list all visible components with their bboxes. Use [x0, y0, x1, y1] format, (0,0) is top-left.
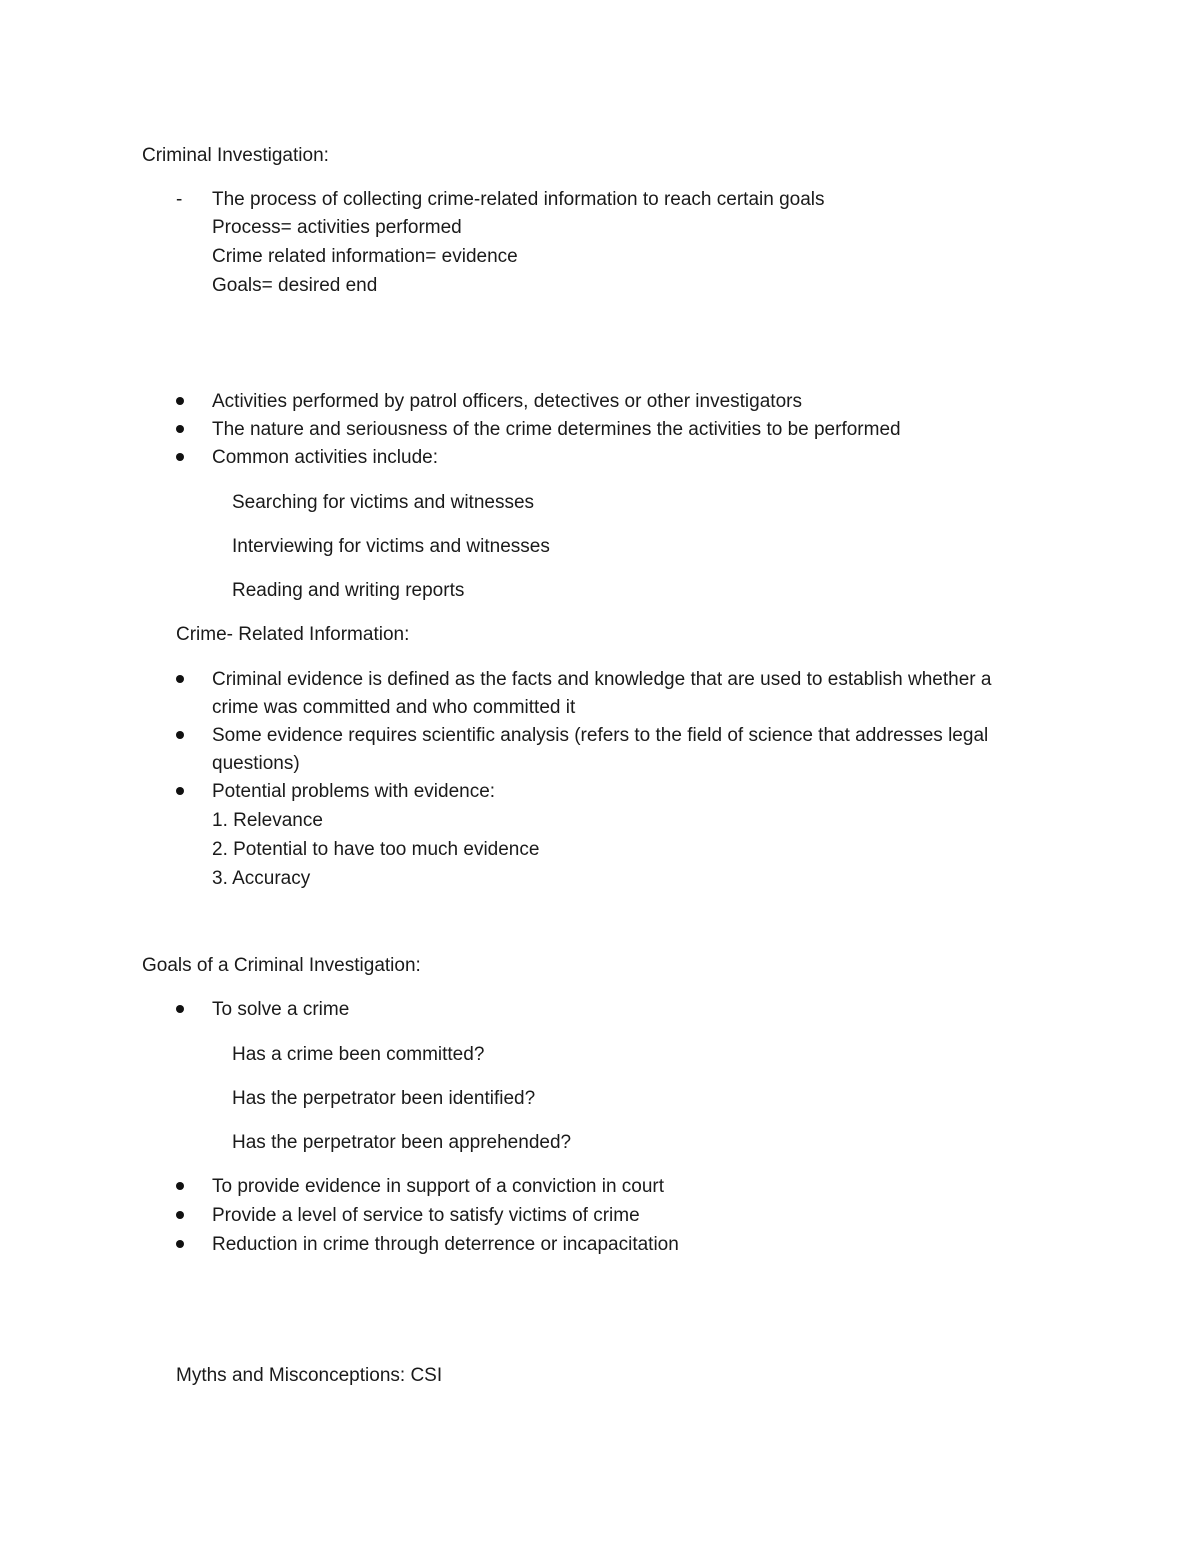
bullet-item: Reduction in crime through deterrence or incapacitation: [212, 1234, 679, 1255]
bullet-item: Criminal evidence is defined as the facts and knowledge that are used to establish whether a: [212, 669, 992, 690]
question-item: Has the perpetrator been apprehended?: [232, 1132, 572, 1153]
question-item: Has the perpetrator been identified?: [232, 1088, 536, 1109]
sub-line: Process= activities performed: [212, 217, 462, 238]
heading-crime-related-information: Crime- Related Information:: [176, 624, 410, 645]
bullet-item-continuation: crime was committed and who committed it: [212, 697, 576, 718]
bullet-icon: [176, 787, 184, 795]
heading-myths: Myths and Misconceptions: CSI: [176, 1365, 443, 1386]
bullet-icon: [176, 453, 184, 461]
sub-line: Crime related information= evidence: [212, 246, 518, 267]
heading-criminal-investigation: Criminal Investigation:: [142, 145, 329, 166]
bullet-icon: [176, 1182, 184, 1190]
numbered-item: 1. Relevance: [212, 810, 323, 831]
bullet-icon: [176, 1211, 184, 1219]
bullet-icon: [176, 731, 184, 739]
heading-goals: Goals of a Criminal Investigation:: [142, 955, 421, 976]
bullet-icon: [176, 1005, 184, 1013]
bullet-item: Potential problems with evidence:: [212, 781, 496, 802]
bullet-icon: [176, 397, 184, 405]
bullet-item: The nature and seriousness of the crime determines the activities to be performed: [212, 419, 901, 440]
sub-line: Goals= desired end: [212, 275, 378, 296]
numbered-item: 2. Potential to have too much evidence: [212, 839, 540, 860]
bullet-item: Activities performed by patrol officers, detectives or other investigators: [212, 391, 802, 412]
bullet-item: To provide evidence in support of a conviction in court: [212, 1176, 665, 1197]
bullet-icon: [176, 425, 184, 433]
activity-item: Searching for victims and witnesses: [232, 492, 535, 513]
dash-marker: -: [176, 189, 183, 210]
numbered-item: 3. Accuracy: [212, 868, 311, 889]
bullet-item: To solve a crime: [212, 999, 350, 1020]
bullet-item: Provide a level of service to satisfy victims of crime: [212, 1205, 640, 1226]
bullet-item-continuation: questions): [212, 753, 300, 774]
bullet-item: Some evidence requires scientific analysis (refers to the field of science that addresses legal: [212, 725, 989, 746]
bullet-item: Common activities include:: [212, 447, 438, 468]
activity-item: Reading and writing reports: [232, 580, 465, 601]
question-item: Has a crime been committed?: [232, 1044, 485, 1065]
definition-line: The process of collecting crime-related information to reach certain goals: [212, 189, 825, 210]
activity-item: Interviewing for victims and witnesses: [232, 536, 550, 557]
bullet-icon: [176, 1240, 184, 1248]
bullet-icon: [176, 675, 184, 683]
